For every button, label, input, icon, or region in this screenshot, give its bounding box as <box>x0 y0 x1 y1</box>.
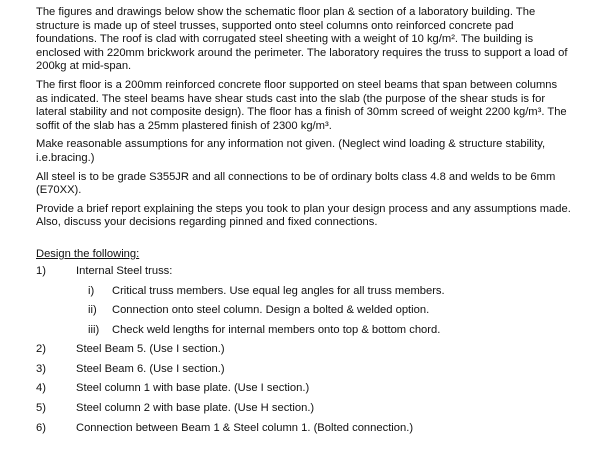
list-item <box>36 363 571 383</box>
sub-item-text: Connection onto steel column. Design a bolted & welded option. <box>112 304 430 317</box>
list-item <box>36 265 571 285</box>
item-number: 6) <box>36 421 46 434</box>
sub-item-text: Critical truss members. Use equal leg angles for all truss members. <box>112 284 445 297</box>
item-number: 4) <box>36 382 46 395</box>
sub-item-text: Check weld lengths for internal members onto top & bottom chord. <box>112 323 441 336</box>
sub-item-number: ii) <box>88 304 97 317</box>
item-text: Steel Beam 6. (Use I section.) <box>76 362 225 375</box>
item-number: 3) <box>36 362 46 375</box>
floor-paragraph: The first floor is a 200mm reinforced concrete floor supported on steel beams that span between columns as indicated. The steel beams have shear studs cast into the slab (the purpose of the shear studs is for lateral stability and not composite design). The floor has a finish of 30mm screed of weight 2200 kg/m³. The soffit of the slab has a 25mm plastered finish of 2300 kg/m³. <box>36 78 567 132</box>
item-text: Internal Steel truss: <box>76 264 173 277</box>
intro-paragraph: The figures and drawings below show the schematic floor plan & section of a laboratory building. The structure is made up of steel trusses, supported onto steel columns onto reinforced concrete pad foundations. The roof is clad with corrugated steel sheeting with a weight of 10 kg/m². The building is enclosed with 220mm brickwork around the perimeter. The laboratory requires the truss to support a load of 200kg at mid-span. <box>36 6 568 73</box>
item-text: Steel Beam 5. (Use I section.) <box>76 343 225 356</box>
sub-item-number: i) <box>88 284 95 297</box>
item-text: Connection between Beam 1 & Steel column 1. (Bolted connection.) <box>76 421 414 434</box>
assignment-document <box>36 6 571 441</box>
item-number: 2) <box>36 343 46 356</box>
sub-list-item <box>36 285 571 305</box>
list-item <box>36 382 571 402</box>
list-item <box>36 343 571 363</box>
list-item <box>36 422 571 442</box>
sub-item-number: iii) <box>88 323 100 336</box>
assumptions-paragraph: Make reasonable assumptions for any information not given. (Neglect wind loading & structure stability, i.e.bracing.) <box>36 138 546 164</box>
item-text: Steel column 1 with base plate. (Use I section.) <box>76 382 310 395</box>
sub-list-item <box>36 304 571 324</box>
list-item <box>36 402 571 422</box>
sub-list-item <box>36 324 571 344</box>
design-heading: Design the following: <box>36 247 140 260</box>
item-text: Steel column 2 with base plate. (Use H section.) <box>76 402 315 415</box>
report-paragraph: Provide a brief report explaining the steps you took to plan your design process and any assumptions made. Also, discuss your decisions regarding pinned and fixed connections. <box>36 202 571 229</box>
item-number: 5) <box>36 402 46 415</box>
item-number: 1) <box>36 264 46 277</box>
steel-grade-paragraph: All steel is to be grade S355JR and all connections to be of ordinary bolts class 4.8 and welds to be 6mm (E70XX). <box>36 170 556 197</box>
